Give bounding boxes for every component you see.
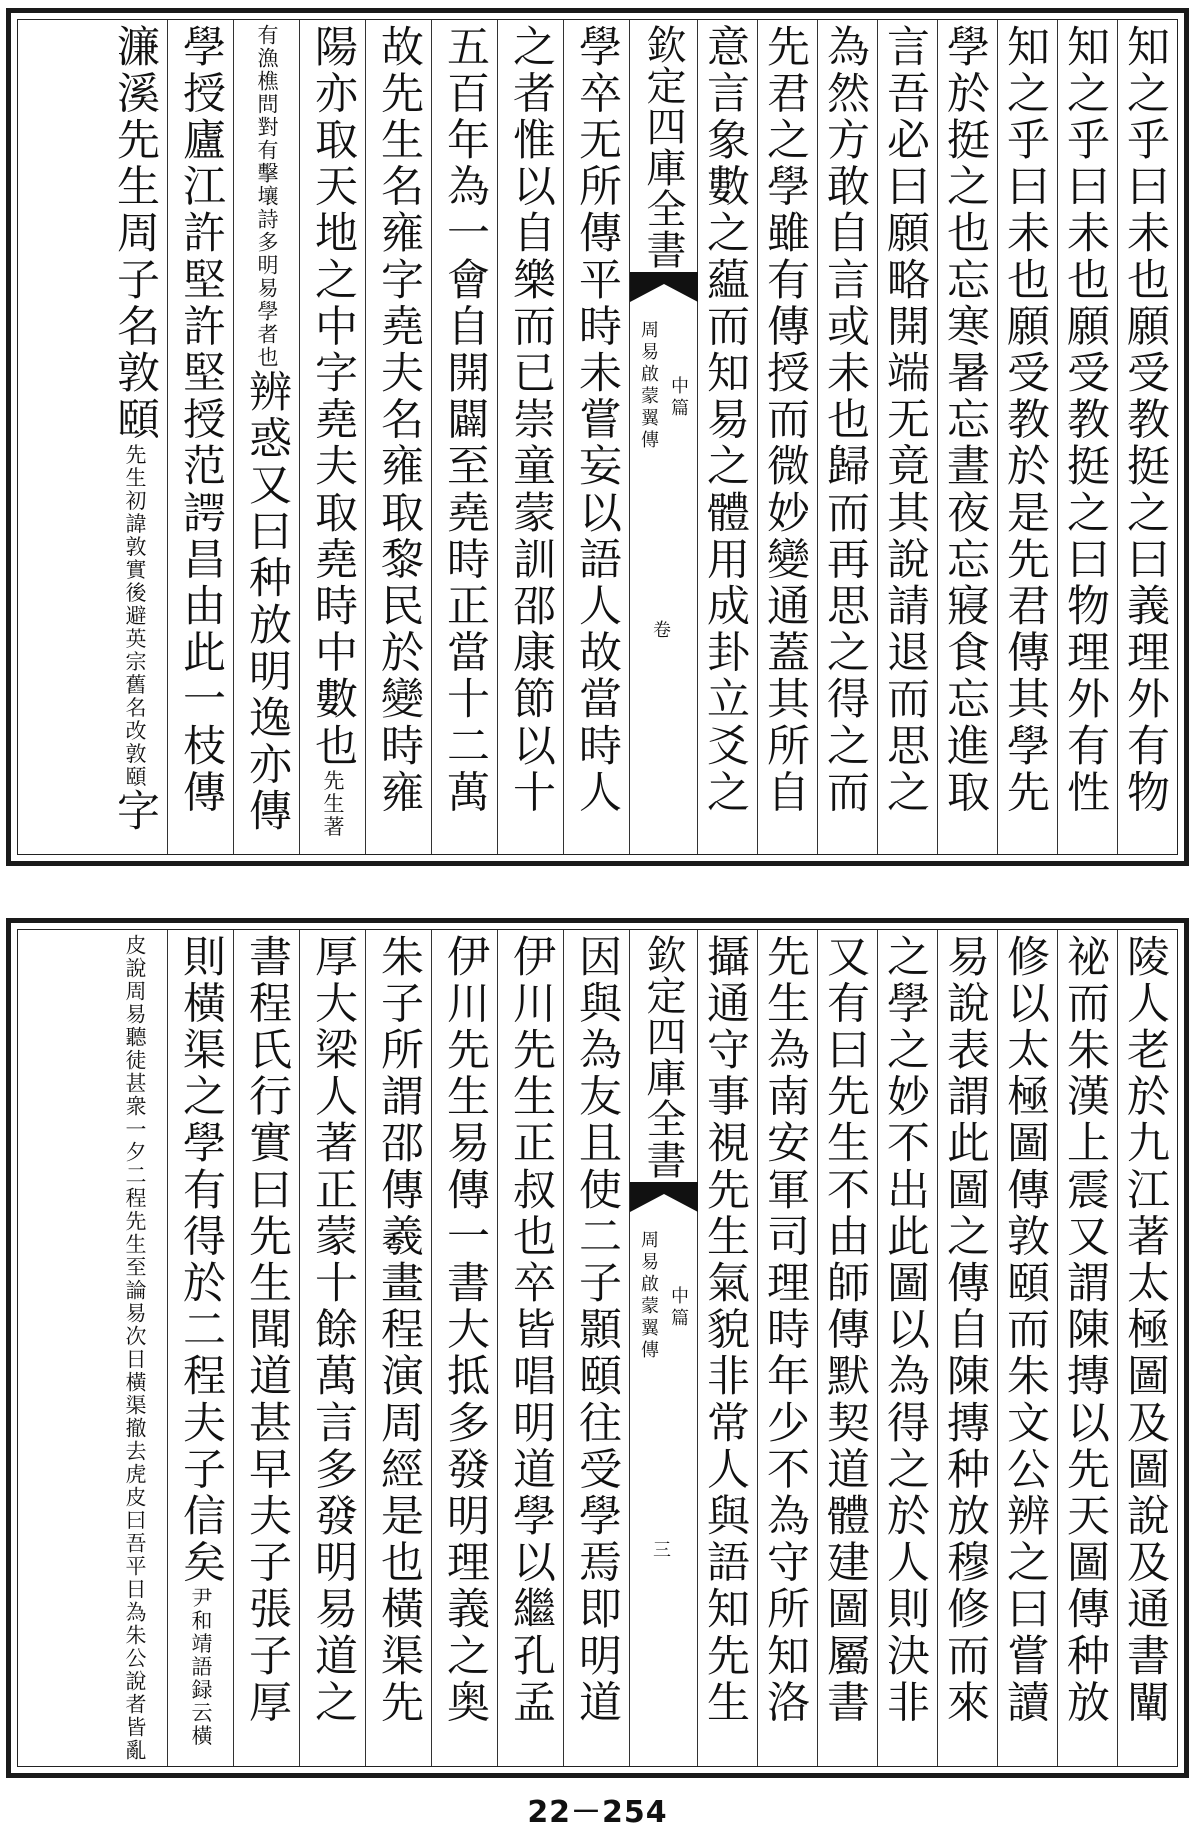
folio-number: 三 [650,1540,671,1558]
text-column: 朱子所謂邵傳羲畫程演周經是也橫渠先 [365,930,431,1766]
text-column [299,20,365,854]
text-column [101,20,167,854]
text-column: 先生為南安軍司理時年少不為守所知洛 [757,930,817,1766]
book-title: 欽定四庫全書 [640,24,686,270]
main-text: 辨惑又曰种放明逸亦傳 [242,369,292,835]
annotation-note: 先生初諱敦實後避英宗舊名改敦頤 [123,443,147,789]
annotation-note: 尹和靖語録云橫 [189,1586,213,1748]
text-column [101,930,167,1766]
text-column: 書程氏行實曰先生聞道甚早夫子張子厚 [233,930,299,1766]
text-column: 五百年為一會自開闢至堯時正當十二萬 [431,20,497,854]
text-column: 伊川先生正叔也卒皆唱明道學以繼孔孟 [497,930,563,1766]
text-column: 之學之妙不出此圖以為得之於人則決非 [877,930,937,1766]
text-column: 因與為友且使二子顥頤往受學焉即明道 [563,930,629,1766]
section-title: 中篇 [668,376,689,420]
bottom-page-frame [17,929,1178,1767]
main-text: 濂溪先生周子名敦頤 [110,24,160,444]
fish-tail-mark-icon [630,1182,698,1212]
main-text: 陽亦取天地之中字堯夫取堯時中數也 [308,24,358,770]
folio-number: 卷 [650,620,671,638]
center-fold [629,20,697,854]
annotation-note: 有漁樵問對有擊壤詩多明易學者也 [255,24,279,369]
top-page-frame [17,19,1178,855]
bottom-page [6,918,1189,1778]
text-column: 陵人老於九江著太極圖及圖說及通書闡 [1117,930,1177,1766]
annotation-note: 先生著 [321,769,345,839]
text-column: 知之乎曰未也願受教挺之曰物理外有性 [1057,20,1117,854]
book-title: 欽定四庫全書 [640,934,686,1180]
text-column: 故先生名雍字堯夫名雍取黎民於變時雍 [365,20,431,854]
text-column: 又有曰先生不由師傳默契道體建圖屬書 [817,930,877,1766]
center-fold [629,930,697,1766]
text-column: 學卒无所傳平時未嘗妄以語人故當時人 [563,20,629,854]
text-column [167,930,233,1766]
fish-tail-mark-icon [630,272,698,302]
section-title: 中篇 [668,1286,689,1330]
bottom-page-columns [18,930,1177,1766]
text-column: 厚大梁人著正蒙十餘萬言多發明易道之 [299,930,365,1766]
text-column: 易說表謂此圖之傳自陳摶种放穆修而來 [937,930,997,1766]
text-column: 學於挺之也忘寒暑忘晝夜忘寢食忘進取 [937,20,997,854]
top-page [6,8,1189,866]
text-column: 先君之學雖有傳授而微妙變通蓋其所自 [757,20,817,854]
annotation-note: 皮說周易聽徒甚衆一夕二程先生至論易次日橫渠撤去虎皮曰吾平日為朱公說者皆亂 [123,934,147,1762]
text-column: 修以太極圖傳敦頤而朱文公辨之曰嘗讀 [997,930,1057,1766]
main-text: 字 [110,788,160,836]
main-text: 則橫渠之學有得於二程夫子信矣 [176,934,226,1587]
page-number: 22－254 [527,1795,668,1830]
text-column: 攝通守事視先生氣貌非常人與語知先生 [697,930,757,1766]
text-column: 伊川先生易傳一書大抵多發明理義之奥 [431,930,497,1766]
text-column: 知之乎曰未也願受教挺之曰義理外有物 [1117,20,1177,854]
text-column [233,20,299,854]
text-column: 為然方敢自言或未也歸而再思之得之而 [817,20,877,854]
text-column: 知之乎曰未也願受教於是先君傳其學先 [997,20,1057,854]
chapter-title: 周易啟蒙翼傳 [638,320,659,452]
top-page-columns [18,20,1177,854]
text-column: 言吾必曰願略開端无竟其說請退而思之 [877,20,937,854]
chapter-title: 周易啟蒙翼傳 [638,1230,659,1362]
text-column: 學授廬江許堅許堅授范諤昌由此一枝傳 [167,20,233,854]
text-column: 之者惟以自樂而已崇童蒙訓邵康節以十 [497,20,563,854]
text-column: 意言象數之藴而知易之體用成卦立爻之 [697,20,757,854]
text-column: 祕而朱漢上震又謂陳摶以先天圖傳种放 [1057,930,1117,1766]
